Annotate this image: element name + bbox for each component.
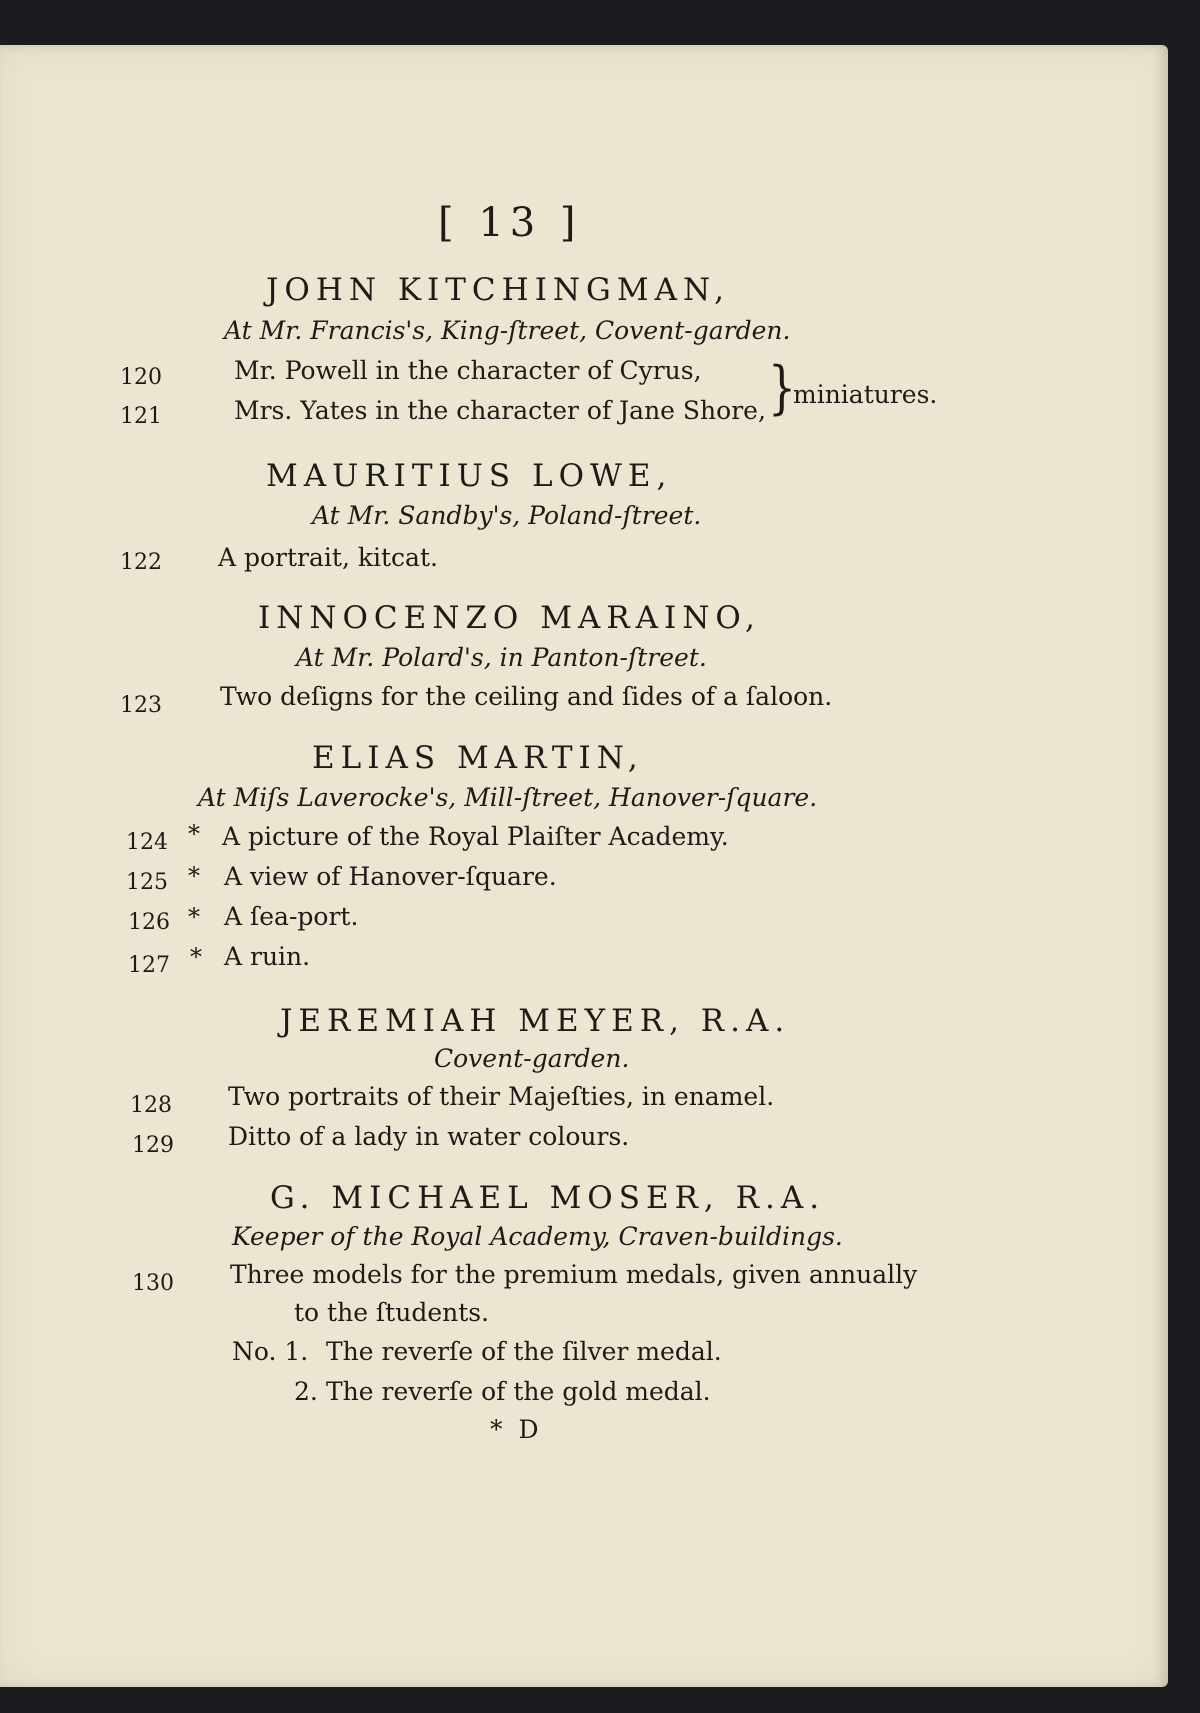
group-note: miniatures.	[793, 380, 938, 409]
exhibit-star: *	[190, 943, 202, 971]
entry-number: 124	[126, 830, 168, 855]
page-number: [ 13 ]	[438, 200, 582, 246]
artist-name: G. MICHAEL MOSER, R.A.	[270, 1180, 826, 1216]
entry-text: A picture of the Royal Plaiſter Academy.	[222, 822, 729, 851]
artist-address: At Mr. Sandby's, Poland-ſtreet.	[312, 501, 702, 530]
entry-text: Two portraits of their Majeſties, in enamel.	[228, 1082, 775, 1111]
entry-text: A ſea-port.	[224, 902, 359, 931]
sub-item-label: 2.	[294, 1377, 318, 1406]
artist-name: MAURITIUS LOWE,	[266, 458, 673, 494]
entry-number: 122	[120, 550, 162, 575]
artist-name: JOHN KITCHINGMAN,	[266, 272, 730, 308]
entry-number: 128	[130, 1093, 172, 1118]
entry-text: A portrait, kitcat.	[218, 543, 438, 572]
signature-mark: * D	[490, 1415, 543, 1444]
artist-name: ELIAS MARTIN,	[312, 740, 644, 776]
entry-number: 121	[120, 404, 162, 429]
grouping-brace: }	[768, 354, 796, 422]
entry-number: 127	[128, 953, 170, 978]
artist-address: Covent-garden.	[434, 1044, 630, 1073]
entry-number: 130	[132, 1271, 174, 1296]
artist-address: Keeper of the Royal Academy, Craven-buildings.	[232, 1222, 843, 1251]
entry-text: Ditto of a lady in water colours.	[228, 1122, 630, 1151]
entry-number: 125	[126, 870, 168, 895]
entry-text: Three models for the premium medals, given annually	[230, 1260, 918, 1289]
entry-text: Two deſigns for the ceiling and ſides of a ſaloon.	[220, 682, 833, 711]
sub-item-text: The reverſe of the ſilver medal.	[326, 1337, 722, 1366]
artist-address: At Mr. Francis's, King-ſtreet, Covent-garden.	[224, 316, 791, 345]
entry-text: Mrs. Yates in the character of Jane Shore,	[234, 396, 766, 425]
sub-item-label: No. 1.	[232, 1337, 309, 1366]
entry-text: A view of Hanover-ſquare.	[224, 862, 557, 891]
exhibit-star: *	[188, 903, 200, 931]
entry-number: 129	[132, 1133, 174, 1158]
exhibit-star: *	[188, 862, 200, 890]
entry-number: 120	[120, 365, 162, 390]
entry-continuation: to the ſtudents.	[294, 1298, 490, 1327]
artist-address: At Mr. Polard's, in Panton-ſtreet.	[296, 643, 707, 672]
entry-number: 123	[120, 693, 162, 718]
artist-name: INNOCENZO MARAINO,	[258, 600, 761, 636]
entry-text: A ruin.	[224, 942, 311, 971]
artist-name: JEREMIAH MEYER, R.A.	[280, 1003, 791, 1039]
entry-number: 126	[128, 910, 170, 935]
exhibit-star: *	[188, 820, 200, 848]
entry-text: Mr. Powell in the character of Cyrus,	[234, 356, 702, 385]
sub-item-text: The reverſe of the gold medal.	[326, 1377, 711, 1406]
artist-address: At Miſs Laverocke's, Mill-ſtreet, Hanover-ſquare.	[198, 783, 818, 812]
